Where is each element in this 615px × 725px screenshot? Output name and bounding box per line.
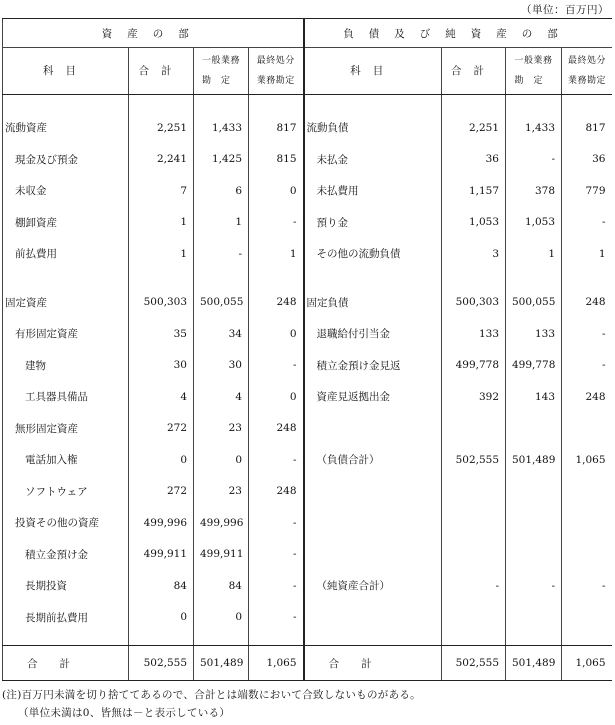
liability-final [562, 602, 612, 634]
asset-total: 2,251 [129, 112, 194, 144]
liability-label: （負債合計） [304, 444, 442, 476]
liability-final [562, 413, 612, 445]
liability-general [506, 539, 562, 571]
liabilities-general-header-line2: 勘定 [514, 76, 553, 86]
liability-final: 36 [562, 144, 612, 176]
liability-label: 未払金 [304, 144, 442, 176]
spacer-row [3, 633, 612, 646]
liability-final [562, 539, 612, 571]
asset-label: 有形固定資産 [3, 318, 129, 350]
liability-total: 1,053 [442, 207, 506, 239]
unit-label: （単位：百万円） [521, 4, 609, 16]
table-row [3, 602, 612, 634]
asset-total: 7 [129, 175, 194, 207]
liability-label [304, 413, 442, 445]
liability-label: 固定負債 [304, 287, 442, 319]
asset-final: - [249, 602, 304, 634]
asset-general: - [194, 238, 249, 270]
liability-final: 1,065 [562, 444, 612, 476]
asset-general: 23 [194, 476, 249, 508]
asset-final: - [249, 350, 304, 382]
asset-general: 499,911 [194, 539, 249, 571]
assets-general-total: 501,489 [194, 646, 249, 681]
liability-total: - [442, 570, 506, 602]
assets-final-total: 1,065 [249, 646, 304, 681]
table-row [3, 350, 612, 382]
asset-total: 500,303 [129, 287, 194, 319]
asset-general: 4 [194, 381, 249, 413]
asset-final: 248 [249, 413, 304, 445]
liability-total: 499,778 [442, 350, 506, 382]
liability-general: - [506, 144, 562, 176]
liability-total [442, 602, 506, 634]
liability-label [304, 476, 442, 508]
liability-final: - [562, 207, 612, 239]
liability-label: 預り金 [304, 207, 442, 239]
liability-general: 499,778 [506, 350, 562, 382]
asset-label: 未収金 [3, 175, 129, 207]
liability-label: その他の流動負債 [304, 238, 442, 270]
liabilities-general-total: 501,489 [506, 646, 562, 681]
assets-final-header [249, 48, 304, 95]
liability-general: 500,055 [506, 287, 562, 319]
assets-final-header-line2: 業務勘定 [256, 76, 295, 86]
asset-general: 0 [194, 444, 249, 476]
footnote-rounding: (注)百万円未満を切り捨ててあるので、合計とは端数において合致しないものがある。 [2, 689, 421, 701]
liability-general: - [506, 570, 562, 602]
assets-grand-total: 502,555 [129, 646, 194, 681]
asset-label: 工具器具備品 [3, 381, 129, 413]
liabilities-grand-total: 502,555 [442, 646, 506, 681]
asset-label: 現金及び預金 [3, 144, 129, 176]
asset-general: 84 [194, 570, 249, 602]
liability-total: 133 [442, 318, 506, 350]
asset-final: - [249, 539, 304, 571]
assets-total-header: 合計 [129, 48, 194, 95]
liability-label [304, 507, 442, 539]
asset-final: 815 [249, 144, 304, 176]
table-row [3, 112, 612, 144]
asset-label: 流動資産 [3, 112, 129, 144]
asset-final: 0 [249, 381, 304, 413]
asset-general: 500,055 [194, 287, 249, 319]
footnote-symbols: （単位未満は0、皆無は－と表示している） [18, 707, 231, 719]
table-row [3, 144, 612, 176]
asset-label: 積立金預け金 [3, 539, 129, 571]
asset-label: 長期前払費用 [3, 602, 129, 634]
liability-general: 1,433 [506, 112, 562, 144]
liabilities-total-label: 合計 [304, 646, 442, 681]
asset-label: 固定資産 [3, 287, 129, 319]
section-header-row [3, 19, 612, 48]
assets-general-header-line1: 一般業務 [201, 56, 240, 66]
liabilities-final-header [562, 48, 612, 95]
asset-label: 前払費用 [3, 238, 129, 270]
liability-total [442, 413, 506, 445]
liability-general: 378 [506, 175, 562, 207]
asset-final: 248 [249, 476, 304, 508]
asset-general: 1,433 [194, 112, 249, 144]
asset-label: 投資その他の資産 [3, 507, 129, 539]
liability-label [304, 539, 442, 571]
liability-final: 248 [562, 287, 612, 319]
asset-total: 0 [129, 602, 194, 634]
liability-label: 退職給付引当金 [304, 318, 442, 350]
liability-final: - [562, 318, 612, 350]
asset-general: 30 [194, 350, 249, 382]
liabilities-final-header-line2: 業務勘定 [568, 76, 607, 86]
asset-general: 0 [194, 602, 249, 634]
liability-general: 143 [506, 381, 562, 413]
asset-general: 6 [194, 175, 249, 207]
asset-total: 1 [129, 207, 194, 239]
liability-label: 積立金預け金見返 [304, 350, 442, 382]
asset-general: 499,996 [194, 507, 249, 539]
asset-label: ソフトウェア [3, 476, 129, 508]
asset-label: 棚卸資産 [3, 207, 129, 239]
liability-final: 248 [562, 381, 612, 413]
assets-total-label: 合計 [3, 646, 129, 681]
liability-general [506, 413, 562, 445]
spacer-row [3, 95, 612, 113]
asset-total: 499,996 [129, 507, 194, 539]
liability-general [506, 602, 562, 634]
asset-total: 4 [129, 381, 194, 413]
liability-total [442, 539, 506, 571]
liability-total [442, 507, 506, 539]
asset-final: - [249, 570, 304, 602]
asset-label: 長期投資 [3, 570, 129, 602]
liability-final: 779 [562, 175, 612, 207]
asset-final: 1 [249, 238, 304, 270]
liabilities-general-header [506, 48, 562, 95]
liability-general [506, 476, 562, 508]
asset-total: 2,241 [129, 144, 194, 176]
asset-label: 電話加入権 [3, 444, 129, 476]
asset-label: 建物 [3, 350, 129, 382]
asset-general: 34 [194, 318, 249, 350]
spacer-row [3, 270, 612, 287]
liability-final [562, 476, 612, 508]
liability-general [506, 507, 562, 539]
table-row [3, 476, 612, 508]
asset-final: - [249, 507, 304, 539]
asset-final: 0 [249, 175, 304, 207]
asset-total: 499,911 [129, 539, 194, 571]
table-row [3, 238, 612, 270]
table-row [3, 507, 612, 539]
asset-final: - [249, 444, 304, 476]
asset-general: 1 [194, 207, 249, 239]
asset-total: 272 [129, 413, 194, 445]
liability-general: 1 [506, 238, 562, 270]
liability-total: 2,251 [442, 112, 506, 144]
asset-total: 84 [129, 570, 194, 602]
liability-label [304, 602, 442, 634]
liability-total: 3 [442, 238, 506, 270]
asset-label: 無形固定資産 [3, 413, 129, 445]
table-row [3, 570, 612, 602]
table-row [3, 318, 612, 350]
liability-final: 817 [562, 112, 612, 144]
liability-general: 1,053 [506, 207, 562, 239]
liability-total: 392 [442, 381, 506, 413]
liability-general: 133 [506, 318, 562, 350]
assets-general-header-line2: 勘定 [201, 76, 240, 86]
table-row [3, 413, 612, 445]
asset-total: 272 [129, 476, 194, 508]
liability-total: 1,157 [442, 175, 506, 207]
assets-section-header: 資産の部 [3, 19, 304, 48]
totals-row [3, 646, 612, 681]
liabilities-total-header: 合計 [442, 48, 506, 95]
asset-total: 35 [129, 318, 194, 350]
table-row [3, 207, 612, 239]
assets-item-header: 科目 [3, 48, 129, 95]
liability-label: 流動負債 [304, 112, 442, 144]
liability-final: 1 [562, 238, 612, 270]
balance-sheet-table [2, 18, 612, 681]
asset-total: 30 [129, 350, 194, 382]
asset-general: 23 [194, 413, 249, 445]
liability-label: 資産見返拠出金 [304, 381, 442, 413]
asset-total: 1 [129, 238, 194, 270]
liabilities-final-total: 1,065 [562, 646, 612, 681]
liability-general: 501,489 [506, 444, 562, 476]
liabilities-item-header: 科目 [304, 48, 442, 95]
table-row [3, 287, 612, 319]
table-row [3, 444, 612, 476]
asset-final: 817 [249, 112, 304, 144]
liability-total: 500,303 [442, 287, 506, 319]
asset-total: 0 [129, 444, 194, 476]
liability-total [442, 476, 506, 508]
liability-total: 502,555 [442, 444, 506, 476]
asset-final: 248 [249, 287, 304, 319]
liability-label: 未払費用 [304, 175, 442, 207]
column-header-row [3, 48, 612, 95]
liability-final: - [562, 570, 612, 602]
liabilities-section-header: 負債及び純資産の部 [304, 19, 612, 48]
asset-final: 0 [249, 318, 304, 350]
asset-general: 1,425 [194, 144, 249, 176]
liabilities-final-header-line1: 最終処分 [568, 56, 607, 66]
liability-label: （純資産合計） [304, 570, 442, 602]
balance-sheet [2, 18, 611, 678]
liability-final [562, 507, 612, 539]
assets-general-header [194, 48, 249, 95]
table-row [3, 539, 612, 571]
liability-total: 36 [442, 144, 506, 176]
asset-final: - [249, 207, 304, 239]
liabilities-general-header-line1: 一般業務 [514, 56, 553, 66]
table-row [3, 381, 612, 413]
table-row [3, 175, 612, 207]
liability-final: - [562, 350, 612, 382]
assets-final-header-line1: 最終処分 [256, 56, 295, 66]
